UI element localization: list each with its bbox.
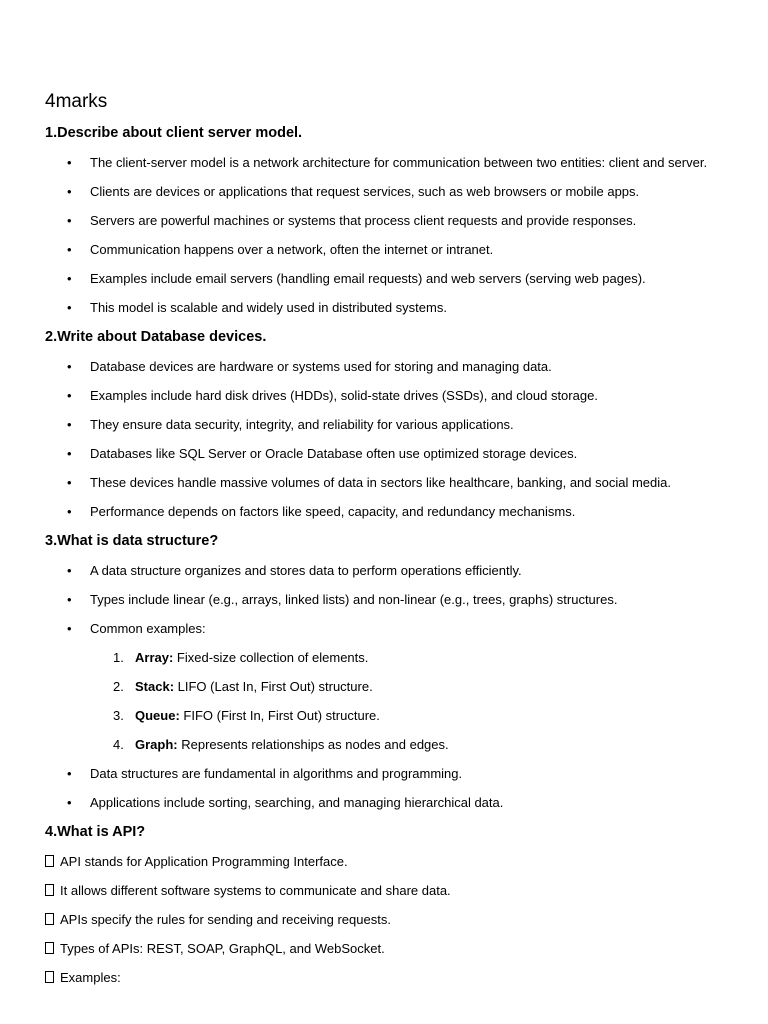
- item-number: 4.: [113, 737, 124, 752]
- bullet-icon: •: [67, 446, 72, 461]
- document-title: 4marks: [45, 91, 108, 112]
- bullet-icon: •: [67, 242, 72, 257]
- bullet-icon: •: [67, 504, 72, 519]
- list-item: • Clients are devices or applications that request services, such as web browsers or mobile apps.: [67, 184, 640, 199]
- list-item: API stands for Application Programming Interface.: [45, 853, 748, 882]
- numbered-item: [45, 707, 748, 736]
- bullet-icon: •: [67, 795, 72, 810]
- question-3-bullets: [45, 562, 748, 649]
- bullet-icon: •: [67, 184, 72, 199]
- question-3-heading: 3.What is data structure?: [45, 533, 219, 549]
- example-desc: Fixed-size collection of elements.: [173, 650, 369, 665]
- bullet-icon: •: [67, 621, 72, 636]
- bullet-icon: •: [67, 563, 72, 578]
- list-item: • Performance depends on factors like speed, capacity, and redundancy mechanisms.: [67, 504, 576, 519]
- bullet-icon: •: [67, 300, 72, 315]
- bullet-icon: •: [67, 359, 72, 374]
- list-item: • Data structures are fundamental in algorithms and programming.: [67, 766, 463, 781]
- question-1-bullets: [45, 154, 748, 328]
- list-item: • The client-server model is a network architecture for communication between two entities: client and server.: [67, 155, 708, 170]
- list-item: • Types include linear (e.g., arrays, linked lists) and non-linear (e.g., trees, graphs) structures.: [67, 592, 618, 607]
- bullet-icon: •: [67, 155, 72, 170]
- list-item: • Examples include email servers (handling email requests) and web servers (serving web pages).: [67, 271, 646, 286]
- example-desc: FIFO (First In, First Out) structure.: [179, 708, 380, 723]
- list-item: • This model is scalable and widely used in distributed systems.: [67, 300, 447, 315]
- list-item: • They ensure data security, integrity, and reliability for various applications.: [67, 417, 514, 432]
- item-number: 3.: [113, 708, 124, 723]
- bullet-icon: •: [67, 271, 72, 286]
- list-item: APIs specify the rules for sending and receiving requests.: [45, 911, 748, 940]
- list-item: It allows different software systems to communicate and share data.: [45, 882, 748, 911]
- list-item: • Databases like SQL Server or Oracle Database often use optimized storage devices.: [67, 446, 578, 461]
- data-structure-examples: [45, 649, 748, 765]
- item-number: 2.: [113, 679, 124, 694]
- bullet-icon: •: [67, 766, 72, 781]
- missing-glyph-icon: [45, 942, 54, 954]
- example-desc: LIFO (Last In, First Out) structure.: [174, 679, 373, 694]
- bullet-icon: •: [67, 417, 72, 432]
- question-2-bullets: [45, 358, 748, 532]
- bullet-icon: •: [67, 592, 72, 607]
- list-item: • Servers are powerful machines or systems that process client requests and provide responses.: [67, 213, 637, 228]
- missing-glyph-icon: [45, 855, 54, 867]
- list-item: • Database devices are hardware or systems used for storing and managing data.: [67, 359, 552, 374]
- bullet-icon: •: [67, 388, 72, 403]
- document-page: [45, 90, 748, 998]
- list-item: Types of APIs: REST, SOAP, GraphQL, and WebSocket.: [45, 940, 748, 969]
- numbered-item: [45, 678, 748, 707]
- list-item: • Applications include sorting, searching, and managing hierarchical data.: [67, 795, 504, 810]
- example-term: Stack:: [135, 679, 175, 694]
- example-term: Queue:: [135, 708, 180, 723]
- example-desc: Represents relationships as nodes and edges.: [177, 737, 449, 752]
- question-4-heading: 4.What is API?: [45, 824, 146, 840]
- bullet-icon: •: [67, 475, 72, 490]
- list-item: • A data structure organizes and stores data to perform operations efficiently.: [67, 563, 522, 578]
- numbered-item: [45, 649, 748, 678]
- example-term: Graph:: [135, 737, 178, 752]
- list-item: • These devices handle massive volumes of data in sectors like healthcare, banking, and social media.: [67, 475, 671, 490]
- question-2-heading: 2.Write about Database devices.: [45, 329, 267, 345]
- list-item: • Communication happens over a network, often the internet or intranet.: [67, 242, 494, 257]
- example-term: Array:: [135, 650, 174, 665]
- missing-glyph-icon: [45, 971, 54, 983]
- list-item: • Examples include hard disk drives (HDDs), solid-state drives (SSDs), and cloud storage.: [67, 388, 598, 403]
- list-item: • Common examples:: [67, 621, 206, 636]
- list-item: Examples:: [45, 969, 748, 998]
- question-1-heading: 1.Describe about client server model.: [45, 125, 303, 141]
- missing-glyph-icon: [45, 884, 54, 896]
- bullet-icon: •: [67, 213, 72, 228]
- question-3-bullets-after: [45, 765, 748, 823]
- numbered-item: [45, 736, 748, 765]
- missing-glyph-icon: [45, 913, 54, 925]
- item-number: 1.: [113, 650, 124, 665]
